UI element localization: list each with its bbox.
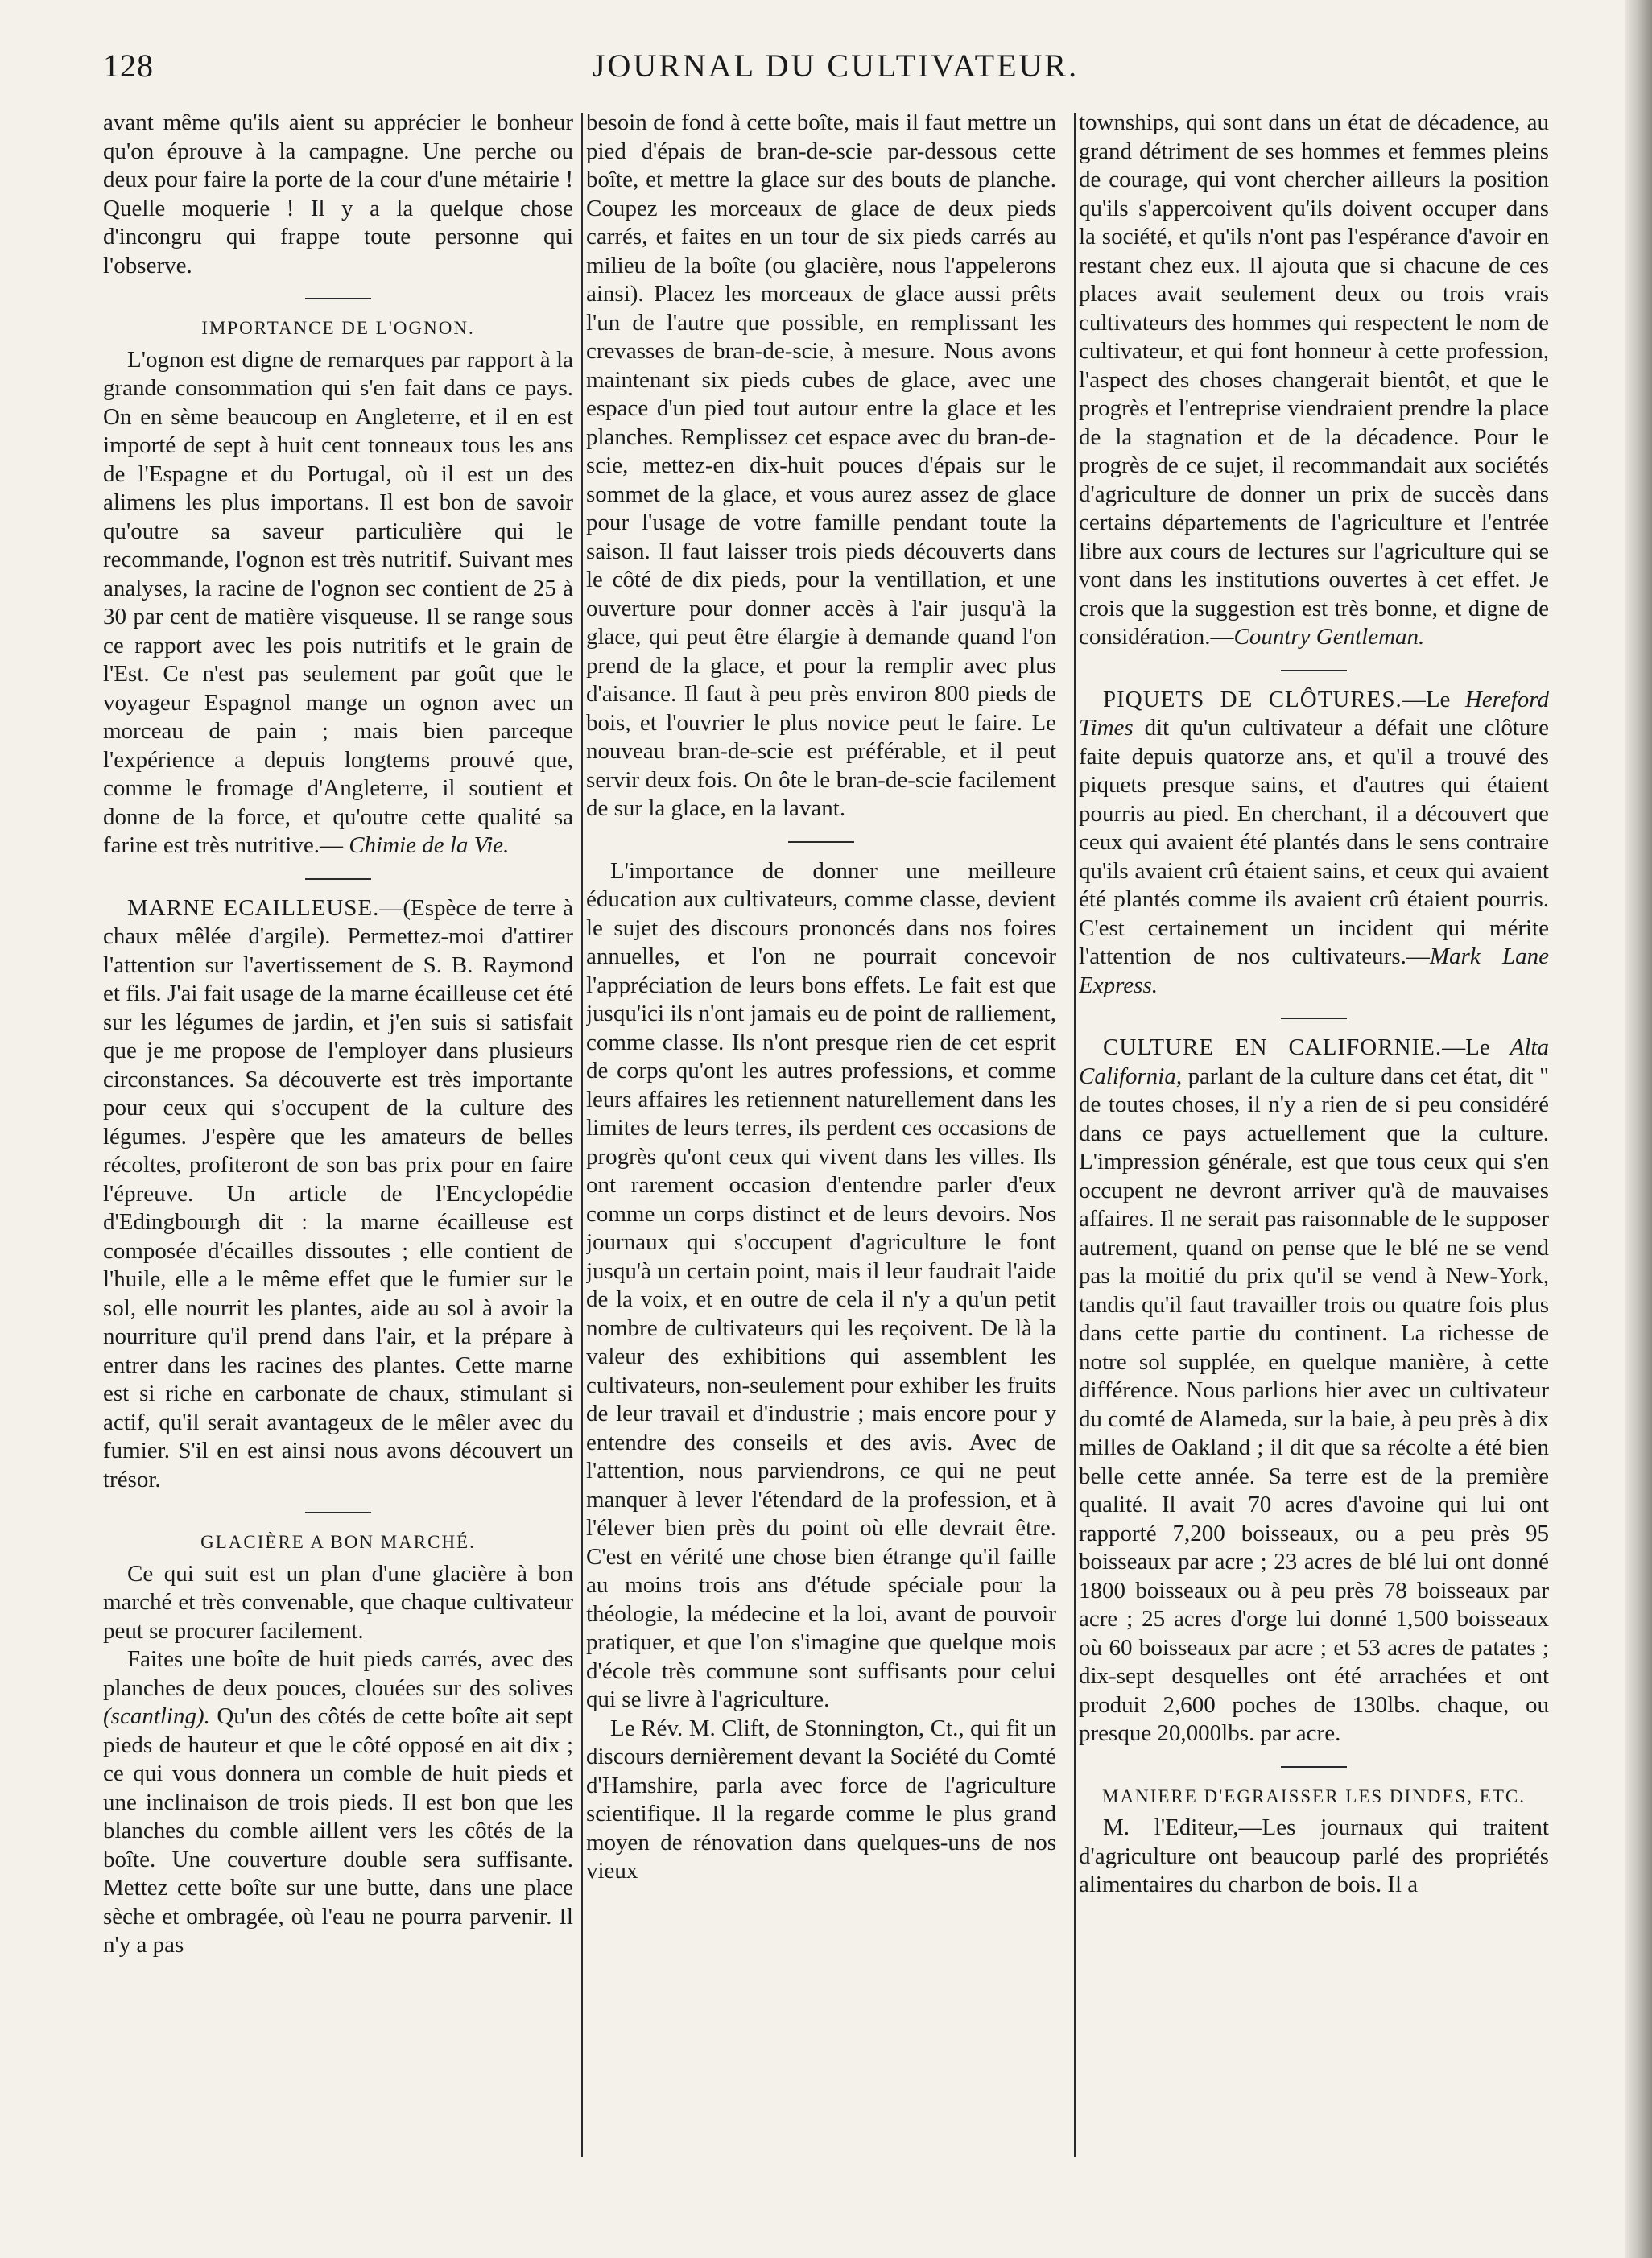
article-dindes: M. l'Editeur,—Les journaux qui traitent d'agriculture ont beaucoup parlé des propriétés alimentaires du charbon de bois. Il a [1079,1814,1549,1897]
column-rule [1074,113,1076,2157]
glaciere-instructions [103,1645,573,1960]
piquets-text-a: —Le [1402,686,1451,712]
section-separator [305,878,371,880]
article-education: L'importance de donner une meilleure éducation aux cultivateurs, comme classe, devient le sujet des discours prononcés dans nos foires annuelles, et l'on ne pourrait concevoir l'appréciation de leurs bons effets. Le fait est que jusqu'ici ils n'ont jamais eu de point de ralliement, comme classe. Ils n'ont presque rien de cet esprit de corps qu'ont les autres professions, et comme leurs affaires les retiennent naturellement dans les limites de leurs terres, ils perdent ces occasions de progrès qu'ont ceux qui vivent dans les villes. Ils ont rarement occasion d'entendre parler d'eux comme un corps distinct et de leurs devoirs. Nos journaux qui s'occupent d'agriculture le font jusqu'à un certain point, mais il leur faudrait l'aide de la voix, et en outre de cela il n'y a qu'un petit nombre de cultivateurs qui les reçoivent. De là la valeur des exhibitions qui assemblent les cultivateurs, non-seulement pour exhiber les fruits de leur travail et d'industrie ; mais encore pour y entendre des conseils et des avis. Avec de l'attention, nous parviendrons, ce qui ne peut manquer à lever l'étendard de la profession, et à l'élever bien près du point où elle devrait être. C'est en vérité une chose bien étrange qu'il faille au moins trois ans d'étude spéciale pour la théologie, la médecine et la loi, avant de pouvoir pratiquer, et que l'on s'imagine que quelque mois d'école très commune sont suffisants pour celui qui se livre à l'agriculture. [586,857,1056,1712]
clift-continuation [1079,109,1549,652]
californie-text-a: —Le [1442,1034,1490,1060]
section-title-piquets: PIQUETS DE CLÔTURES. [1103,686,1402,712]
piquets-source: Mark Lane Express. [1079,943,1549,998]
piquets-paper-name: Hereford Times [1079,686,1549,741]
glaciere-scantling: (scantling). [103,1703,210,1729]
section-separator [305,298,371,299]
article-ognon-text [103,346,573,861]
californie-paper-name: Alta California, [1079,1034,1549,1089]
column-2 [586,109,1056,2153]
ognon-source: Chimie de la Vie. [349,832,510,858]
section-title-californie: CULTURE EN CALIFORNIE. [1103,1034,1443,1060]
clift-body: townships, qui sont dans un état de décadence, au grand détriment de ses hommes et femmes pleins de courage, qui vont chercher ailleurs la position qu'ils s'appercoivent qu'ils doivent occuper dans la société, et qu'ils n'ont pas l'espérance d'avoir en restant chez eux. Il ajouta que si chacune de ces places avait seulement deux ou trois vrais cultivateurs des hommes qui respectent le nom de cultivateur, et qui font honneur à cette profession, l'aspect des choses changerait bientôt, et que le progrès et l'entreprise viendraient prendre la place de la stagnation et de la décadence. Pour le progrès de ce sujet, il recommandait aux sociétés d'agriculture de donner un prix de succès dans certains départements de l'agriculture et l'entrée libre aux cours de lectures sur l'agriculture qui se vont dans les institutions ouvertes à cet effet. Je crois que la suggestion est très bonne, et digne de considération.— [1079,109,1549,650]
glaciere-text-a: Faites une boîte de huit pieds carrés, avec des planches de deux pouces, clouées sur des solives [103,1646,573,1701]
piquets-text-b: dit qu'un cultivateur a défait une clôture faite depuis quatorze ans, et qu'il a trouvé des piquets presque sains, et d'autres qui étaient pourris au pied. En cherchant, il a découvert que ceux qui avaient été plantés dans le sens contraire qu'ils avaient crû étaient sains, et ceux qui avaient été plantés comme ils avaient crû étaient pourris. C'est certainement un incident qui mérite l'attention de nos cultivateurs.— [1079,715,1549,969]
page-number: 128 [103,47,154,84]
article-continuation: avant même qu'ils aient su apprécier le bonheur qu'on éprouve à la campagne. Une perche ou deux pour faire la porte de la cour d'une métairie ! Quelle moquerie ! Il y a la quelque chose d'incongru qui frappe toute personne qui l'observe. [103,109,573,279]
section-title-glaciere: GLACIÈRE A BON MARCHÉ. [200,1532,476,1552]
page-header [103,47,1568,95]
section-title-marne: MARNE ECAILLEUSE. [127,894,380,921]
marne-body: —(Espèce de terre à chaux mêlée d'argile). Permettez-moi d'attirer l'attention sur l'avertissement de S. B. Raymond et fils. J'ai fait usage de la marne écailleuse cet été sur les légumes de jardin, et j'en suis si satisfait que je me propose de l'employer dans plusieurs circonstances. Sa découverte est très importante pour ceux qui s'occupent de la culture des légumes. J'espère que les amateurs de belles récoltes, profiteront de son bas prix pour en faire l'épreuve. Un article de l'Encyclopédie d'Edingbourgh dit : la marne écailleuse est composée d'écailles dissoutes ; elle contient de l'huile, elle a le même effet que le fumier sur le sol, elle nourrit les plantes, aide au sol à avoir la nourriture qu'il prend dans l'air, et la prépare à entrer dans les racines des plantes. Cette marne est si riche en carbonate de chaux, stimulant si actif, qu'il serait avantageux de le mêler avec du fumier. S'il en est ainsi nous avons découvert un trésor. [103,894,573,1492]
column-1 [103,109,573,2153]
section-separator [1281,1018,1347,1019]
glaciere-continuation: besoin de fond à cette boîte, mais il faut mettre un pied d'épais de bran-de-scie par-dessous cette boîte, et mettre la glace sur des bouts de planche. Coupez les morceaux de glace de deux pieds carrés, et faites en un tour de six pieds carrés au milieu de la boîte (ou glacière, nous l'appelerons ainsi). Placez les morceaux de glace aussi prêts l'un de l'autre que possible, en remplissant les crevasses de bran-de-scie, à mesure. Nous avons maintenant six pieds cubes de glace, avec une espace d'un pied tout autour entre la glace et les planches. Remplissez cet espace avec du bran-de-scie, mettez-en dix-huit pouces d'épais sur le sommet de la glace, et vous aurez assez de glace pour l'usage de votre famille pendant toute la saison. Il faut laisser trois pieds découverts dans le côté de dix pieds, pour la ventillation, et une ouverture pour donner accès à l'air jusqu'à la glace, qui peut être élargie à demande quand l'on prend de la glace, et pour la remplir avec plus d'aisance. Il faut à peu près environ 800 pieds de bois, et l'ouvrier le plus novice peut le faire. Le nouveau bran-de-scie est préférable, et il peut servir deux fois. On ôte le bran-de-scie facilement de sur la glace, en la lavant. [586,109,1056,821]
article-marne [103,894,573,1495]
glaciere-text-b: Qu'un des côtés de cette boîte ait sept pieds de hauteur et que le côté opposé en ait dix ; ce qui vous donnera un comble de huit pieds et une inclinaison de trois pieds. Il est bon que les blanches du comble aillent vers les côtés de la boîte. Une couverture double sera suffisante. Mettez cette boîte sur une butte, dans une place sèche et ombragée, où l'eau ne pourra parvenir. Il n'y a pas [103,1703,573,1958]
column-rule [581,113,583,2157]
section-separator [1281,670,1347,671]
californie-text-b: parlant de la culture dans cet état, dit " de toutes choses, il n'y a rien de si peu considéré dans ce pays actuellement que la culture. L'impression générale, est que tous ceux qui s'en occupent ne devront arriver qu'à de mauvaises affaires. Il ne serait pas raisonnable de le supposer autrement, quand on pense que le blé ne se vend pas la moitié du prix qu'il se vend à New-York, tandis qu'il faut travailler trois ou quatre fois plus dans cette partie du continent. La richesse de notre sol supplée, en quelque manière, à cette différence. Nous parlions hier avec un cultivateur du comté de Alameda, sur la baie, à peu près à dix milles de Oakland ; il dit que sa récolte a été bien belle cette année. Sa terre est de la première qualité. Il avait 70 acres d'avoine qui lui ont rapporté 7,200 boisseaux, ou a peu près 95 boisseaux par acre ; 23 acres de blé lui ont donné 1800 boisseaux ou à peu près 78 boisseaux par acre ; 25 acres d'orge lui donné 1,500 boisseaux où 60 boisseaux par acre ; et 53 acres de patates ; dix-sept desquelles ont été arrachées et ont produit 2,600 poches de 130lbs. chaque, ou presque 20,000lbs. par acre. [1079,1063,1549,1746]
section-title-ognon: IMPORTANCE DE L'OGNON. [201,318,475,338]
article-clift: Le Rév. M. Clift, de Stonnington, Ct., qui fit un discours dernièrement devant la Société du Comté d'Hamshire, parla avec force de l'agriculture scientifique. Il la regarde comme le plus grand moyen de rénovation dans quelques-uns de nos vieux [586,1715,1056,1884]
clift-source: Country Gentleman. [1233,624,1425,650]
running-head: JOURNAL DU CULTIVATEUR. [592,47,1080,84]
page-edge-shadow [1625,0,1652,2258]
section-separator [788,841,854,843]
article-californie [1079,1034,1549,1748]
ognon-body: L'ognon est digne de remarques par rapport à la grande consommation qui s'en fait dans ce pays. On en sème beaucoup en Angleterre, et il en est importé de sept à huit cent tonneaux tous les ans de l'Espagne et du Portugal, où il est un des alimens les plus importans. Il est bon de savoir qu'outre sa saveur particulière qui le recommande, l'ognon est très nutritif. Suivant mes analyses, la racine de l'ognon sec contient de 25 à 30 par cent de matière visqueuse. Il se range sous ce rapport avec les pois nutritifs et le grain de l'Est. Ce n'est pas seulement par goût que le voyageur Espagnol mange un ognon avec un morceau de pain ; mais bien parceque l'expérience a depuis longtems prouvé que, comme le fromage d'Angleterre, il soutient et donne de la force, et qu'outre cette qualité sa farine est très nutritive.— [103,346,573,858]
glaciere-intro: Ce qui suit est un plan d'une glacière à bon marché et très convenable, que chaque cultivateur peut se procurer facilement. [103,1560,573,1644]
section-separator [1281,1766,1347,1768]
article-piquets [1079,686,1549,1001]
section-separator [305,1512,371,1513]
column-3 [1079,109,1549,2153]
section-title-dindes: MANIERE D'EGRAISSER LES DINDES, ETC. [1102,1785,1526,1806]
